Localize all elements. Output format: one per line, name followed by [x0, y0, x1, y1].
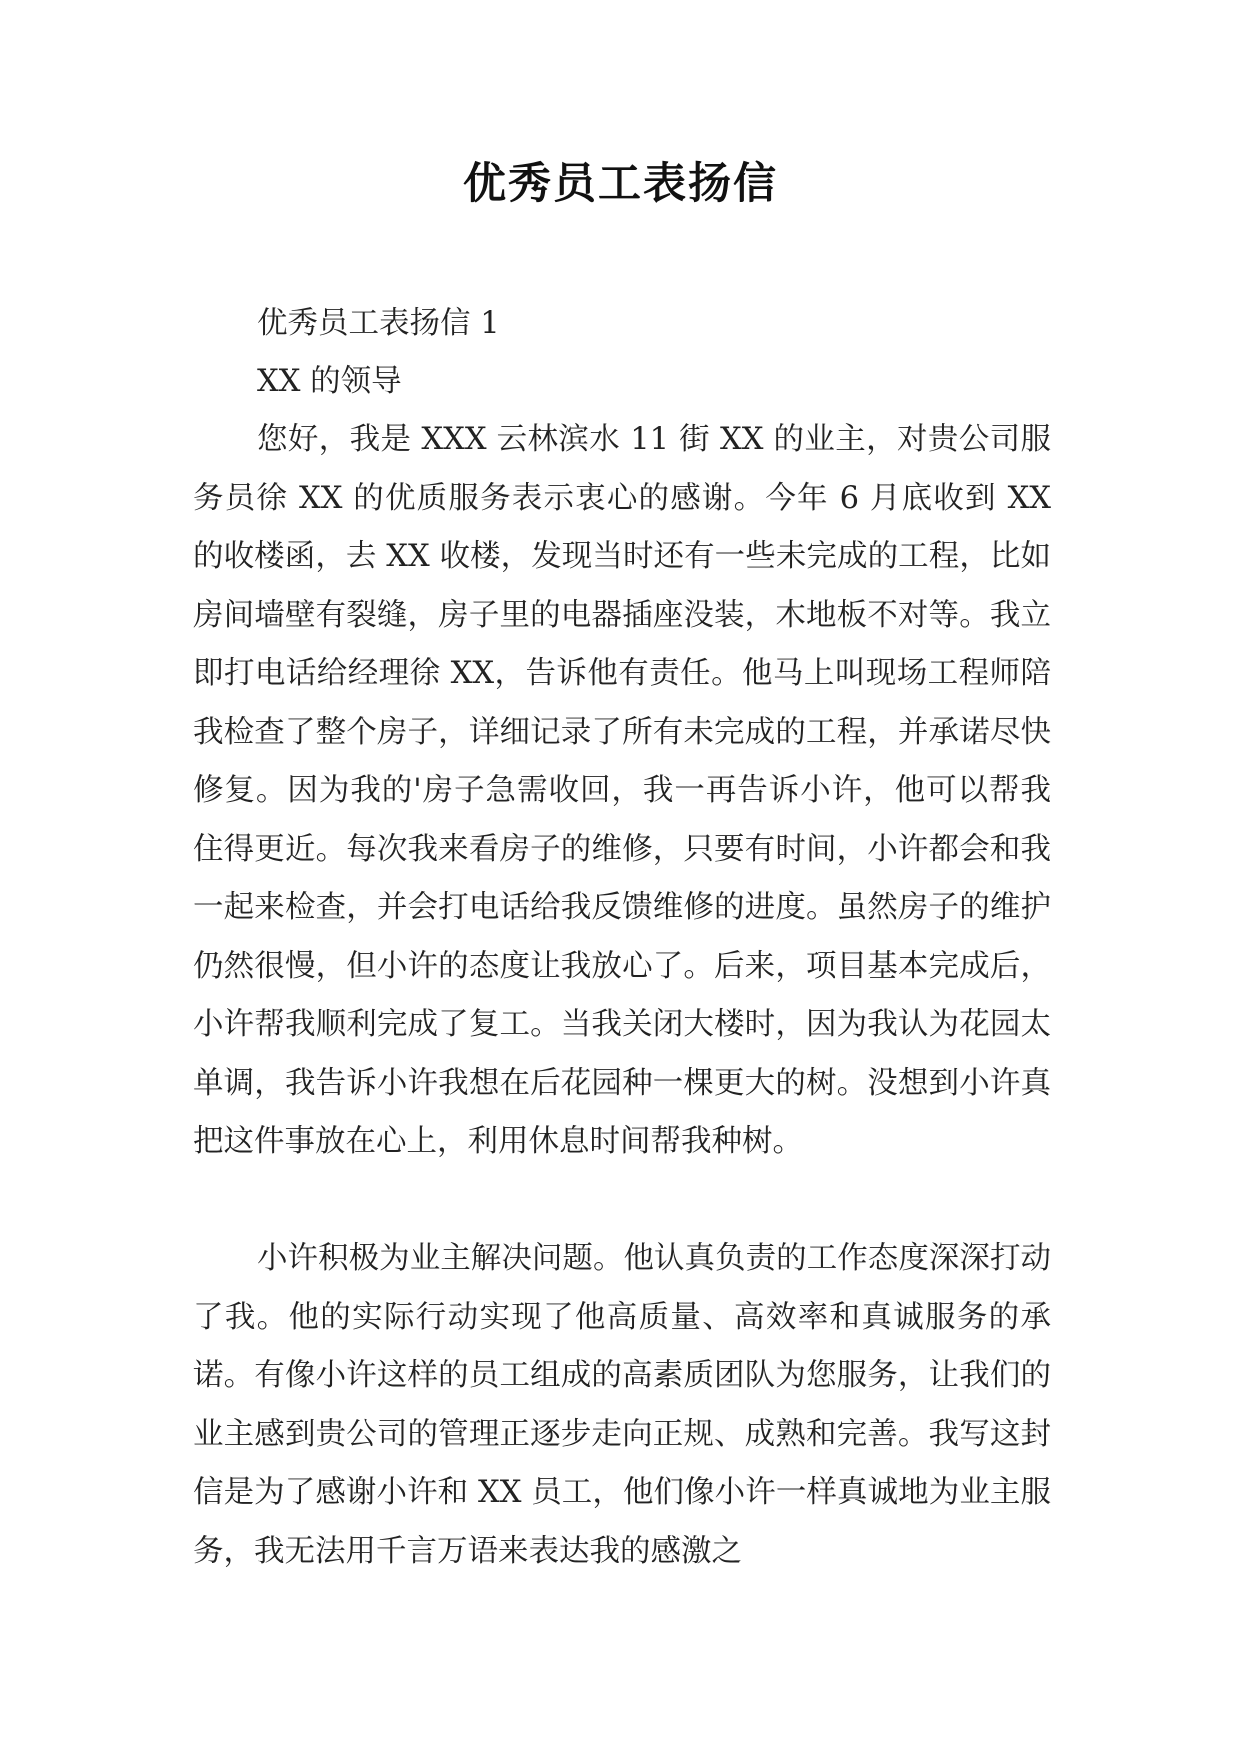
section-heading: 优秀员工表扬信 1	[257, 306, 500, 341]
salutation: XX 的领导	[257, 364, 402, 399]
body-paragraph-2: 小许积极为业主解决问题。他认真负责的工作态度深深打动了我。他的实际行动实现了他高质量、高效率和真诚服务的承诺。有像小许这样的员工组成的高素质团队为您服务，让我们的业主感到贵公司的管理正逐步走向正规、成熟和完善。我写这封信是为了感谢小许和 XX 员工，他们像小许一样真诚地为业主服务，我无法用千言万语来表达我的感激之	[193, 1241, 1051, 1569]
body-paragraph-1: 您好，我是 XXX 云林滨水 11 街 XX 的业主，对贵公司服务员徐 XX 的优质服务表示衷心的感谢。今年 6 月底收到 XX 的收楼函，去 XX 收楼，发现当时还有一些未完成的工程，比如房间墙壁有裂缝，房子里的电器插座没装，木地板不对等。我立即打电话给经理徐 XX，告诉他有责任。他马上叫现场工程师陪我检查了整个房子，详细记录了所有未完成的工程，并承诺尽快修复。因为我的'房子急需收回，我一再告诉小许，他可以帮我住得更近。每次我来看房子的维修，只要有时间，小许都会和我一起来检查，并会打电话给我反馈维修的进度。虽然房子的维护仍然很慢，但小许的态度让我放心了。后来，项目基本完成后，小许帮我顺利完成了复工。当我关闭大楼时，因为我认为花园太单调，我告诉小许我想在后花园种一棵更大的树。没想到小许真把这件事放在心上，利用休息时间帮我种树。	[193, 422, 1051, 1159]
document-title: 优秀员工表扬信	[463, 159, 778, 209]
